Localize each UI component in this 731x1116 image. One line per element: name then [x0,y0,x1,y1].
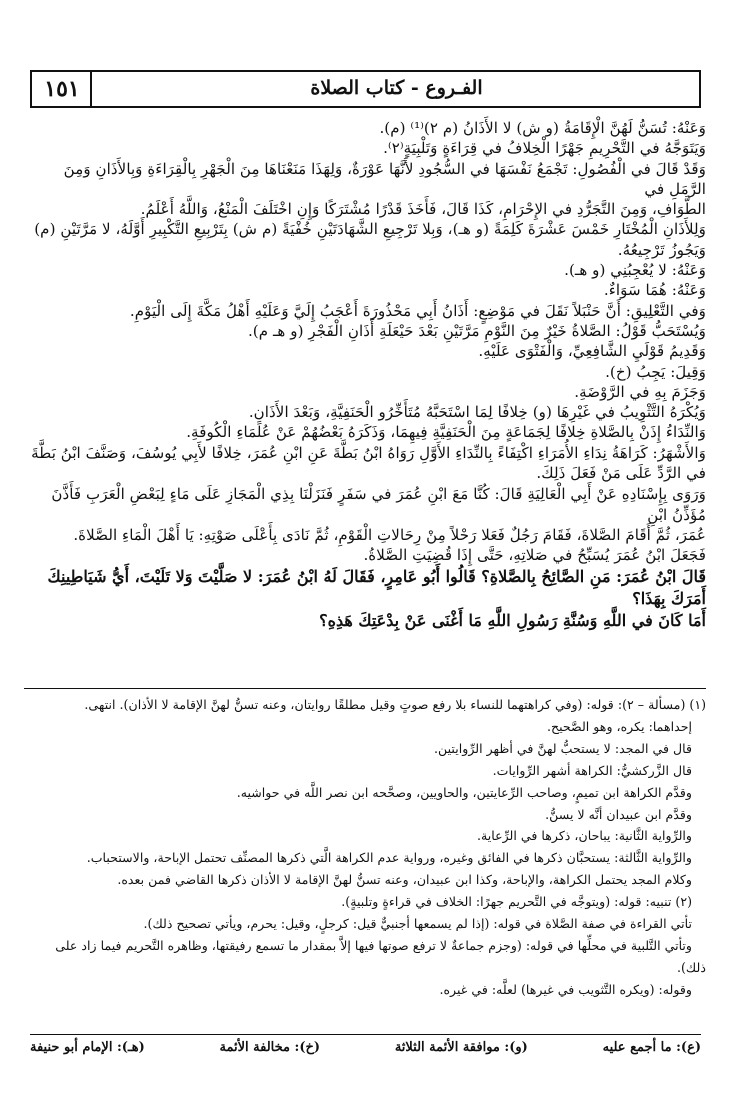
text-line: وَقَدِيمُ قَوْلَيِ الشَّافِعِيِّ، وَالْفَتْوَى عَلَيْهِ. [478,342,706,361]
text-line: وَالأَشْهَرُ: كَرَاهَةُ نِدَاءِ الأُمَرَاءِ اكْتِفَاءً بِالنِّدَاءِ الأَوَّلِ رَوَاهُ ابْنُ بَطَّةَ عَنِ ابْنِ عُمَرَ، خِلافًا لأَبِي يُوسُفَ، وَصَنَّفَ ابْنُ بَطَّةَ [31,443,706,462]
page-number: ١٥١ [44,76,80,102]
footnote-line: وقوله: (ويكره التَّثويب في غيرها) لعلَّه: في غيره. [439,981,692,997]
text-line: وَيَتَوَجَّهُ في التَّحْرِيمِ جَهْرًا الْخِلافُ في قِرَاءَةٍ وَتَلْبِيَةٍ⁽٢⁾. [383,139,706,158]
main-text [24,118,706,632]
footnote-line: والرِّواية الثَّالثة: يستحبَّان ذكرها في الفائق وغيره، ورواية عدم الكراهة الَّتي ذكرها المصنِّف تحتمل الإباحة، والاستحباب. [86,850,692,866]
footnote-line: والرِّواية الثَّانية: يباحان، ذكرها في الرِّعاية. [476,828,692,844]
footnote-line: إحداهما: يكره، وهو الصَّحيح. [546,718,692,734]
footnote-line: (٢) تنبيه: قوله: (ويتوجَّه في التَّحريم جهرًا: الخلاف في قراءةٍ وتلبيةٍ). [341,894,692,910]
text-line: قَالَ ابْنُ عُمَرَ: مَنِ الصَّائِحُ بِالصَّلاةِ؟ قَالُوا أَبُو عَامِرٍ، فَقَالَ لَهُ ابْنُ عُمَرَ: لا صَلَّيْتَ وَلا تَلَيْتَ، أَيُّ شَيَاطِينِكَ أَمَرَكَ بِهَذَا؟ [47,566,706,608]
footnote-line: ذلك). [677,959,706,975]
legend-abu-hanifa: (هـ): الإمام أبو حنيفة [30,1040,145,1055]
running-title: الفـروع - كتاب الصلاة [310,77,483,99]
text-line: وَيُسْتَحَبُّ قَوْلُ: الصَّلاةُ خَيْرٌ مِنَ النَّوْمِ مَرَّتَيْنِ بَعْدَ حَيْعَلَةِ أَذَانِ الْفَجْرِ (و هـ م). [247,321,706,340]
legend-agreed: (ع): ما أجمع عليه [602,1040,701,1055]
text-line: وَيَجُوزُ تَرْجِيعُهُ. [617,240,706,259]
text-line: أَمَا كَانَ في اللَّهِ وَسُنَّةِ رَسُولِ اللَّهِ مَا أَغْنَى عَنْ بِدْعَتِكَ هَذِهِ؟ [319,610,706,630]
footnote-line: وتأتي التَّلبية في محلِّها في قوله: (وجزم جماعةٌ لا ترفع صوتها فيها إلاَّ بمقدار ما تسمع رفيقتها، وظاهره التَّحريم فيما زاد على [55,937,692,953]
page-header [30,70,701,108]
footnote-line: قال في المجد: لا يستحبُّ لهنَّ في أظهر الرِّوايتين. [434,740,692,756]
text-line: وَيُكْرَهُ التَّثْوِيبُ في غَيْرِهَا (و) خِلافًا لِمَا اسْتَحَبَّهُ مُتَأَخِّرُو الْحَنَفِيَّةِ، وَبَعْدَ الأَذَانِ. [248,403,706,422]
text-line: وَجَزَمَ بِهِ في الرَّوْضَةِ. [574,382,706,401]
text-line: عُمَرَ، ثُمَّ أَقَامَ الصَّلاةَ، فَقَامَ رَجُلٌ فَعَلا رَحْلاً مِنْ رِحَالاتِ الْقَوْمِ، ثُمَّ نَادَى بِأَعْلَى صَوْتِهِ: يَا أَهْلَ الْمَاءِ الصَّلاةَ. [73,525,706,544]
text-line: وَرَوَى بِإِسْنَادِهِ عَنْ أَبِي الْعَالِيَةِ قَالَ: كُنَّا مَعَ ابْنِ عُمَرَ في سَفَرٍ فَنَزَلْنَا بِذِي الْمَجَازِ عَلَى مَاءٍ لِبَعْضِ الْعَرَبِ فَأَذَّنَ مُؤَذِّنُ ابْنِ [51,485,706,524]
legend-disagree: (خ): مخالفة الأئمة [219,1040,321,1055]
footnote-line: (١) (مسألة – ٢): قوله: (وفي كراهتهما للنساء بلا رفع صوتٍ وقيل مطلقًا روايتان، وعنه تسنُّ لهنَّ الإقامة لا الأذان). انتهى. [84,697,706,712]
text-line: وَقَدْ قَالَ في الْفُصُولِ: تَجْمَعُ نَفْسَهَا في السُّجُودِ لأَنَّهَا عَوْرَةٌ، وَلِهَذَا مَنَعْنَاهَا مِنَ الْجَهْرِ بِالْقِرَاءَةِ وَبِالأَذَانِ وَمِنَ الرَّمَلِ في [63,159,706,198]
text-line: وَعَنْهُ: هُمَا سَوَاءٌ. [603,281,706,300]
text-line: وَعَنْهُ: لا يُعْجِبُنِي (و هـ). [564,261,706,280]
text-line: وَالنِّدَاءُ إِذَنْ بِالصَّلاةِ خِلافًا لِجَمَاعَةٍ مِنَ الْحَنَفِيَّةِ فِيهِمَا، وَذَكَرَهُ بَعْضُهُمْ عَنْ عُلَمَاءِ الْكُوفَةِ. [186,423,706,442]
text-line: فَجَعَلَ ابْنُ عُمَرَ يُسَبِّحُ في صَلاتِهِ، حَتَّى إِذَا قُضِيَتِ الصَّلاةُ. [363,546,706,565]
footnote-line: وقدَّم ابن عبيدان أنَّه لا يسنُّ. [545,806,692,822]
footnote-line: تأتي القراءة في صفة الصَّلاة في قوله: (إذا لم يسمعها أجنبيٌّ قيل: كرجلٍ، وقيل: يحرم، ويأتي تصحيح ذلك). [143,916,692,932]
abbreviation-legend [30,1040,701,1064]
text-line: وَلِلأَذَانِ الْمُخْتَارِ خَمْسَ عَشْرَةَ كَلِمَةً (و هـ)، وَبِلا تَرْجِيعِ الشَّهَادَتَيْنِ خُفْيَةً (م ش) بِتَرْبِيعِ التَّكْبِيرِ أَوَّلَهُ، لا مَرَّتَيْنِ (م) [34,220,706,239]
text-line: الطَّوَافِ، وَمِنَ التَّجَرُّدِ في الإِحْرَامِ، كَذَا قَالَ، فَأَخَذَ قَدْرًا مُشْتَرَكًا وَإِنِ اخْتَلَفَ الْمَنْعُ، وَاللَّهُ أَعْلَمُ. [140,200,706,219]
header-divider [90,72,92,106]
legend-rule [30,1034,701,1035]
footnote-line: وكلام المجد يحتمل الكراهة، والإباحة، وكذا ابن عبيدان، وعنه تسنُّ لهنَّ الإقامة لا الأذان ذكرها القاضي فمن بعده. [117,872,692,888]
legend-agree-three: (و): موافقة الأئمة الثلاثة [394,1040,528,1055]
text-line: وَقِيلَ: يَجِبُ (خ). [605,362,706,381]
text-line: في الرَّدِّ عَلَى مَنْ فَعَلَ ذَلِكَ. [536,464,706,483]
text-line: وَعَنْهُ: تُسَنُّ لَهُنَّ الْإِقَامَةُ (و ش) لا الأَذَانُ (م ٢)⁽¹⁾ (م). [379,119,706,137]
text-line: وَفي التَّعْلِيقِ: أَنَّ حَنْبَلاً نَقَلَ في مَوْضِعٍ: أَذَانُ أَبِي مَحْذُورَةَ أَعْجَبُ إِلَيَّ وَعَلَيْهِ أَهْلُ مَكَّةَ إِلَى الْيَوْمِ. [129,301,706,320]
footnote-line: وقدَّم الكراهة ابن تميمٍ، وصاحب الرِّعايتين، والحاويين، وصحَّحه ابن نصر اللَّه في حواشيه. [236,784,692,800]
footnote-line: قال الزَّركشيُّ: الكراهة أشهر الرِّوايات. [492,762,692,778]
footnotes [24,694,706,1001]
footnote-separator [24,688,706,689]
